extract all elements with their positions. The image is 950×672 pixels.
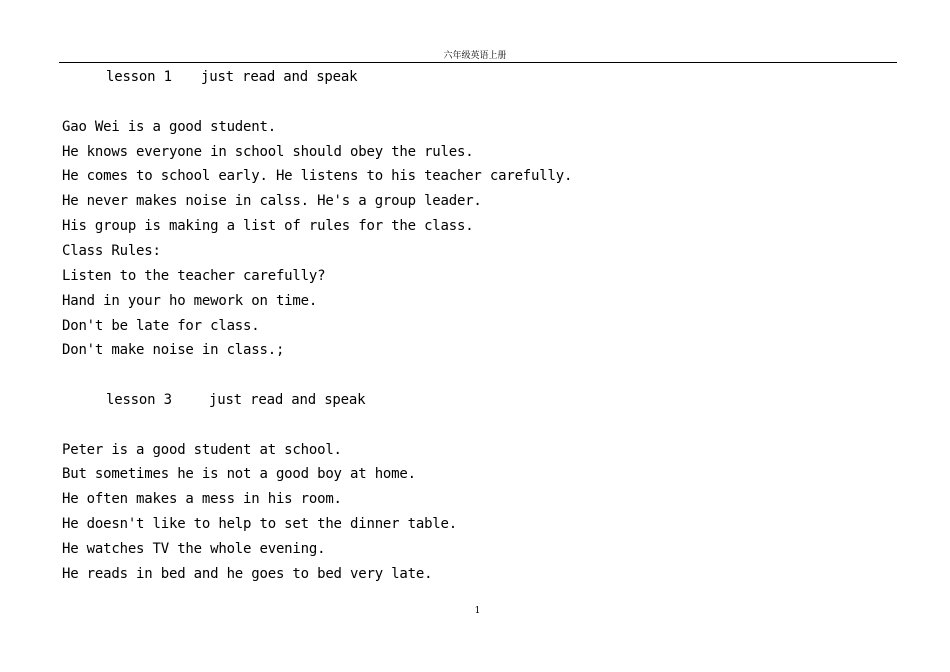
page-header: 六年级英语上册 [443,51,507,61]
lesson3-line: He reads in bed and he goes to bed very late. [62,566,433,582]
lesson1-title: just read and speak [201,69,358,85]
lesson1-line: Hand in your ho mework on time. [62,293,318,309]
lesson3-line: He often makes a mess in his room. [62,491,342,507]
header-divider [59,62,897,63]
lesson1-line: Class Rules: [62,243,161,259]
lesson1-line: Gao Wei is a good student. [62,119,276,135]
lesson3-line: Peter is a good student at school. [62,442,342,458]
lesson3-line: But sometimes he is not a good boy at home. [62,466,416,482]
lesson3-title: just read and speak [209,392,366,408]
lesson1-line: His group is making a list of rules for the class. [62,218,474,234]
lesson1-line: He never makes noise in calss. He's a group leader. [62,193,482,209]
page-number: 1 [474,606,481,616]
lesson1-line: Don't be late for class. [62,318,260,334]
lesson1-line: He comes to school early. He listens to his teacher carefully. [62,168,573,184]
lesson1-number: lesson 1 [106,69,172,85]
lesson1-line: Listen to the teacher carefully? [62,268,326,284]
lesson3-line: He doesn't like to help to set the dinner table. [62,516,457,532]
lesson1-line: Don't make noise in class.; [62,342,285,358]
lesson1-line: He knows everyone in school should obey the rules. [62,144,474,160]
lesson3-number: lesson 3 [106,392,172,408]
lesson3-line: He watches TV the whole evening. [62,541,326,557]
